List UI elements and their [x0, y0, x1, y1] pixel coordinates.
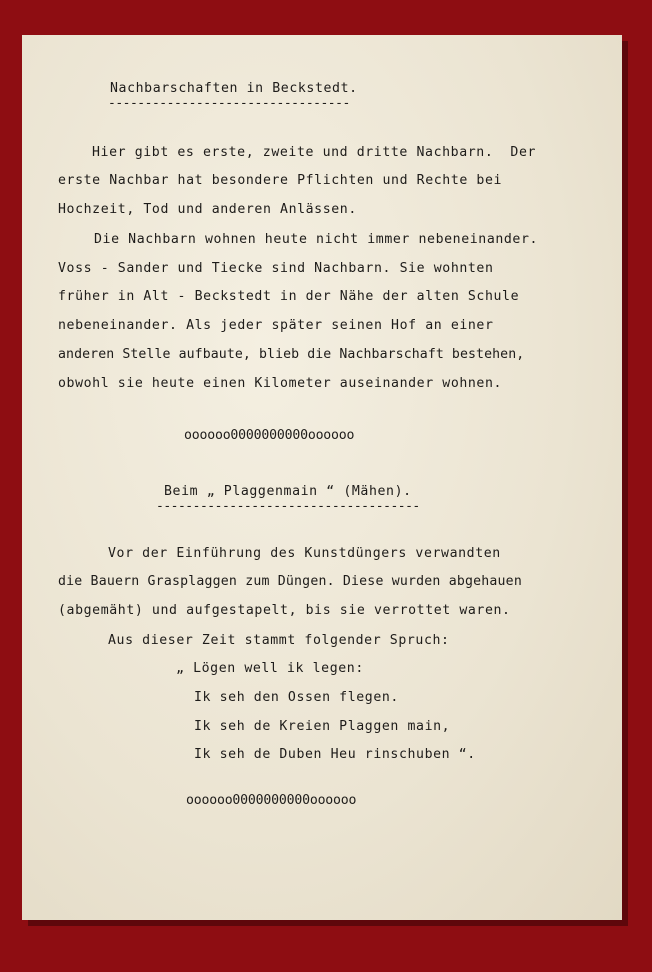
- paragraph-line: anderen Stelle aufbaute, blieb die Nachbarschaft bestehen,: [58, 347, 525, 362]
- verse-line: Ik seh den Ossen flegen.: [194, 690, 399, 705]
- paragraph-line: Voss - Sander und Tiecke sind Nachbarn. Sie wohnten: [58, 261, 494, 276]
- verse-line: Ik seh de Duben Heu rinschuben “.: [194, 747, 476, 762]
- paragraph-line: Hier gibt es erste, zweite und dritte Nachbarn. Der: [92, 145, 537, 160]
- paragraph-line: Hochzeit, Tod und anderen Anlässen.: [58, 202, 357, 217]
- paragraph-line: die Bauern Grasplaggen zum Düngen. Diese wurden abgehauen: [58, 574, 522, 589]
- paragraph-line: nebeneinander. Als jeder später seinen Hof an einer: [58, 318, 494, 333]
- paragraph-line: (abgemäht) und aufgestapelt, bis sie verrottet waren.: [58, 603, 511, 618]
- title-underline: ------------------------------------: [156, 499, 420, 514]
- verse-line: „ Lögen well ik legen:: [176, 661, 364, 676]
- paragraph-line: Die Nachbarn wohnen heute nicht immer nebeneinander.: [94, 232, 539, 247]
- section-title: Nachbarschaften in Beckstedt.: [110, 81, 358, 96]
- document-page: [22, 35, 622, 920]
- section-separator: oooooo0000000000oooooo: [186, 793, 357, 808]
- verse-line: Ik seh de Kreien Plaggen main,: [194, 719, 451, 734]
- section-title: Beim „ Plaggenmain “ (Mähen).: [164, 484, 412, 499]
- paragraph-line: Aus dieser Zeit stammt folgender Spruch:: [108, 633, 450, 648]
- paragraph-line: erste Nachbar hat besondere Pflichten und Rechte bei: [58, 173, 503, 188]
- paragraph-line: früher in Alt - Beckstedt in der Nähe der alten Schule: [58, 289, 520, 304]
- paragraph-line: Vor der Einführung des Kunstdüngers verwandten: [108, 546, 501, 561]
- paragraph-line: obwohl sie heute einen Kilometer auseinander wohnen.: [58, 376, 503, 391]
- section-separator: oooooo0000000000oooooo: [184, 428, 355, 443]
- title-underline: ---------------------------------: [108, 96, 350, 111]
